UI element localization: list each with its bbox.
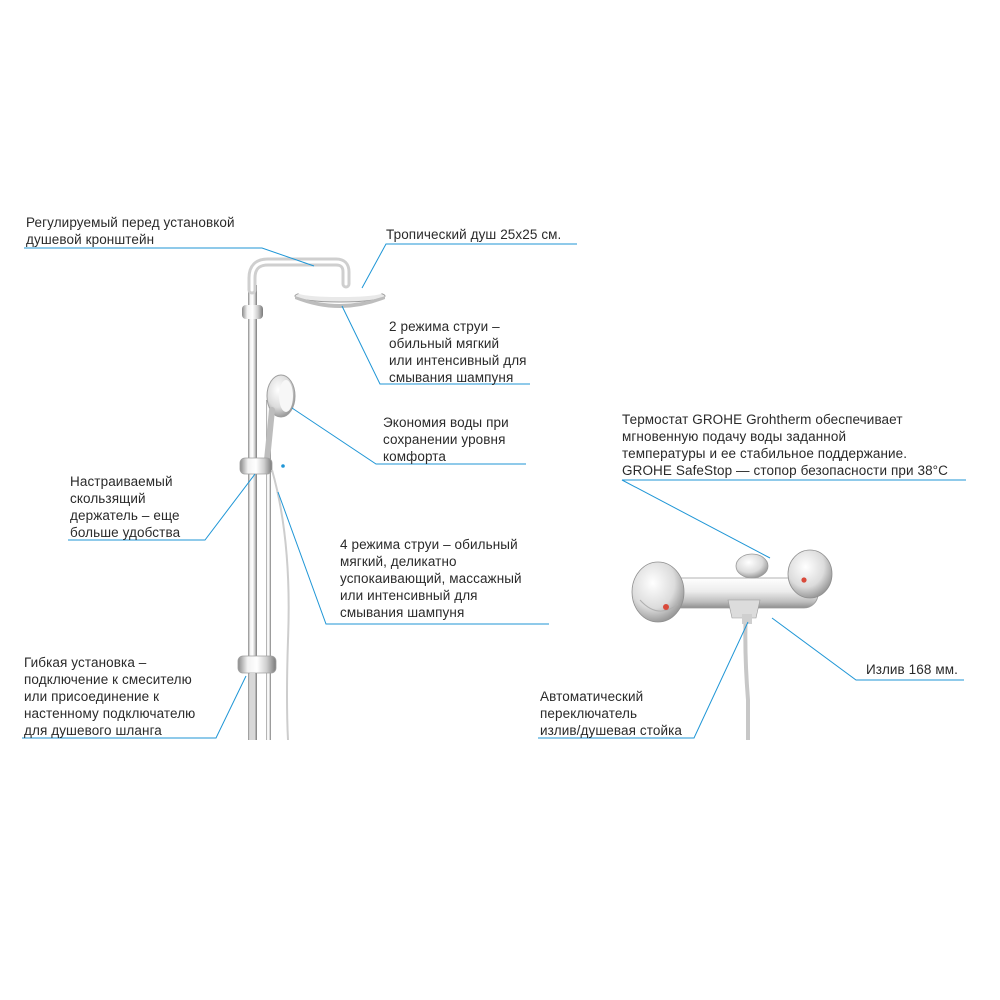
callout-adjustable-arm: Регулируемый перед установкой душевой кронштейн [26,215,235,247]
callout-rain-shower: Тропический душ 25х25 см. [386,227,562,242]
callout-flexible-install: Гибкая установка – подключение к смесителю или присоединение к настенному подключателю для душевого шланга [24,655,196,738]
callout-thermostat: Термостат GROHE Grohtherm обеспечивает мгновенную подачу воды заданной температуры и ее стабильное поддержание. GROHE SafeStop — стопор безопасности при 38°С [622,412,949,478]
callout-two-modes: 2 режима струи – обильный мягкий или интенсивный для смывания шампуня [389,319,527,385]
callout-spout: Излив 168 мм. [866,662,958,677]
shower-column-icon [238,262,385,740]
callout-four-modes: 4 режима струи – обильный мягкий, деликатно успокаивающий, массажный или интенсивный для смывания шампуня [340,537,522,620]
callout-auto-switch: Автоматический переключатель излив/душевая стойка [540,689,683,738]
callout-water-saving: Экономия воды при сохранении уровня комфорта [383,415,509,464]
callout-slider-holder: Настраиваемый скользящий держатель – еще больше удобства [70,474,181,540]
